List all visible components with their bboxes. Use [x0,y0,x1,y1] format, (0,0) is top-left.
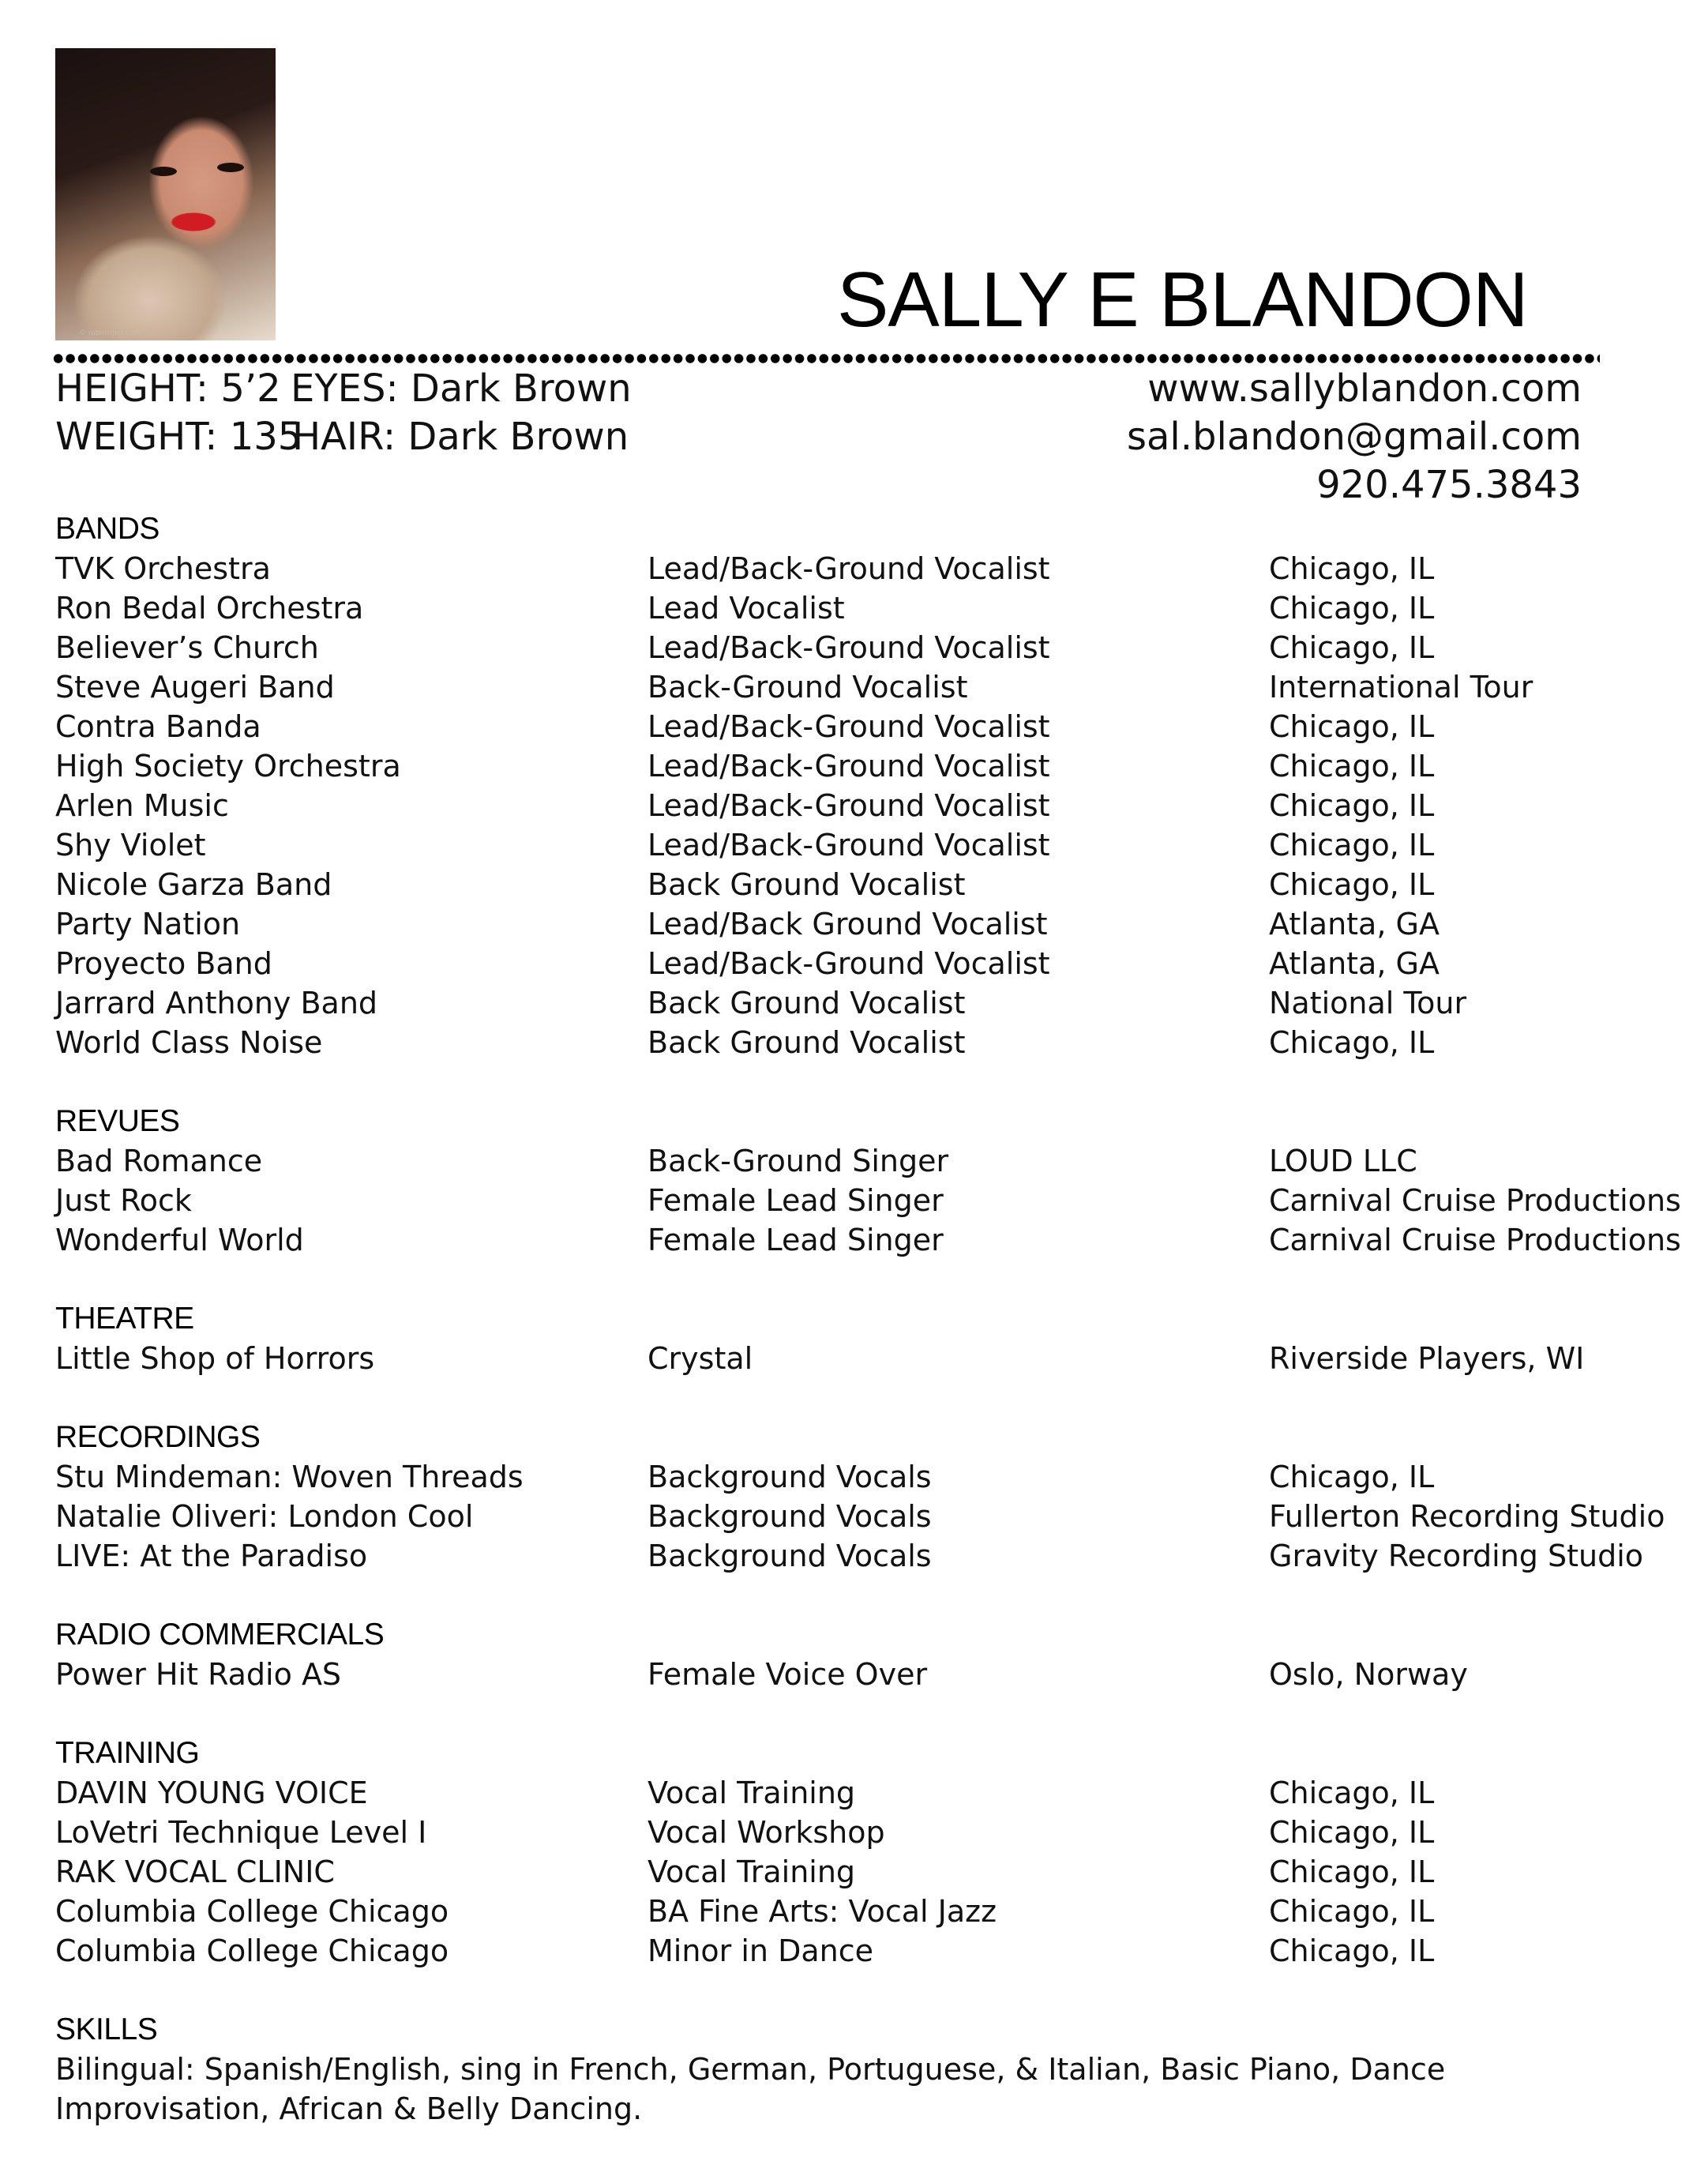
section-theatre [55,1299,1658,1378]
credit-title: Power Hit Radio AS [55,1657,342,1692]
credit-title: Steve Augeri Band [55,670,335,705]
credit-location: Chicago, IL [1269,1894,1435,1929]
credit-row [55,588,1658,628]
credit-location: Atlanta, GA [1269,907,1440,941]
credit-title: Ron Bedal Orchestra [55,591,364,626]
credit-location: Carnival Cruise Productions [1269,1223,1681,1257]
credit-row [55,825,1658,865]
section-title: RECORDINGS [55,1420,261,1454]
credit-row [55,1457,1658,1497]
credit-role: Vocal Training [648,1854,856,1889]
credit-row [55,549,1658,588]
credit-location: LOUD LLC [1269,1144,1417,1178]
physical-stats [55,365,632,461]
credit-location: Chicago, IL [1269,551,1435,586]
website-link[interactable]: www.sallyblandon.com [1147,366,1582,411]
headshot-photo [55,48,276,340]
credit-row [55,1852,1658,1892]
credit-location: Carnival Cruise Productions [1269,1183,1681,1218]
photo-detail [150,167,177,176]
credit-role: Female Lead Singer [648,1223,944,1257]
section-skills [55,2010,1658,2129]
photo-detail [217,163,244,172]
credit-role: Lead/Back-Ground Vocalist [648,551,1050,586]
credit-location: International Tour [1269,670,1533,705]
credit-title: Believer’s Church [55,630,319,665]
section-radio-commercials [55,1615,1658,1694]
credit-title: World Class Noise [55,1025,323,1060]
credit-title: LIVE: At the Paradiso [55,1539,368,1573]
credit-role: Background Vocals [648,1539,932,1573]
credit-title: Contra Banda [55,709,261,744]
section-title: TRAINING [55,1736,200,1770]
credit-role: Female Voice Over [648,1657,928,1692]
credit-row [55,746,1658,786]
hair-stat: HAIR: Dark Brown [292,415,629,459]
photo-credit: © robinsonjr.com [79,329,141,337]
credit-row [55,786,1658,825]
credit-row [55,1497,1665,1536]
credit-title: Bad Romance [55,1144,263,1178]
credit-title: RAK VOCAL CLINIC [55,1854,335,1889]
section-title: THEATRE [55,1302,194,1336]
credit-location: Chicago, IL [1269,1815,1435,1850]
candidate-name: SALLY E BLANDON [837,256,1528,343]
credit-row [55,1892,1658,1931]
credit-location: Chicago, IL [1269,828,1435,862]
credit-location: Atlanta, GA [1269,946,1440,981]
eyes-stat: EYES: Dark Brown [291,366,632,411]
credit-title: Jarrard Anthony Band [55,986,378,1020]
credit-row [55,1931,1658,1971]
credit-title: Just Rock [55,1183,192,1218]
credit-role: Lead/Back-Ground Vocalist [648,749,1050,783]
section-title: RADIO COMMERCIALS [55,1618,385,1652]
credit-location: Oslo, Norway [1269,1657,1468,1692]
credit-role: Minor in Dance [648,1933,874,1968]
credit-title: Stu Mindeman: Woven Threads [55,1460,524,1494]
credit-role: Back-Ground Vocalist [648,670,968,705]
credit-role: Back-Ground Singer [648,1144,949,1178]
height-stat: HEIGHT: 5’2 [55,366,281,411]
credit-row [55,1220,1681,1260]
credit-row [55,707,1658,746]
credit-title: High Society Orchestra [55,749,401,783]
credit-row [55,628,1658,667]
credit-location: Chicago, IL [1269,709,1435,744]
credit-title: LoVetri Technique Level I [55,1815,427,1850]
credit-title: Little Shop of Horrors [55,1341,375,1376]
credit-location: National Tour [1269,986,1467,1020]
credit-role: Crystal [648,1341,753,1376]
credit-location: Fullerton Recording Studio [1269,1499,1665,1534]
credit-row [55,1813,1658,1852]
credit-row [55,865,1658,904]
credit-title: Wonderful World [55,1223,304,1257]
credit-title: Natalie Oliveri: London Cool [55,1499,474,1534]
section-recordings [55,1418,1665,1576]
credit-role: BA Fine Arts: Vocal Jazz [648,1894,997,1929]
credit-row [55,983,1658,1023]
credit-role: Lead/Back-Ground Vocalist [648,946,1050,981]
credit-role: Background Vocals [648,1499,932,1534]
credit-location: Chicago, IL [1269,630,1435,665]
credit-location: Riverside Players, WI [1269,1341,1585,1376]
credit-row [55,1141,1658,1181]
credit-title: TVK Orchestra [55,551,271,586]
credit-role: Background Vocals [648,1460,932,1494]
section-title: REVUES [55,1104,180,1138]
section-revues [55,1102,1681,1260]
credit-role: Lead Vocalist [648,591,845,626]
skills-text: Bilingual: Spanish/English, sing in French, German, Portuguese, & Italian, Basic Piano, Dance Improvisation, African & Belly Dancing. [55,2052,1446,2126]
credit-row [55,1023,1658,1062]
credit-title: Arlen Music [55,788,229,823]
credit-role: Lead/Back-Ground Vocalist [648,630,1050,665]
credit-role: Back Ground Vocalist [648,867,966,902]
credit-row [55,1339,1658,1378]
credit-location: Chicago, IL [1269,1025,1435,1060]
credit-role: Back Ground Vocalist [648,986,966,1020]
credit-role: Vocal Training [648,1776,856,1810]
section-title: BANDS [55,512,160,546]
credit-row [55,667,1658,707]
section-bands [55,509,1658,1062]
credit-role: Lead/Back-Ground Vocalist [648,828,1050,862]
credit-title: Columbia College Chicago [55,1894,449,1929]
contact-info [1127,365,1582,509]
credit-row [55,1536,1658,1576]
credit-location: Chicago, IL [1269,1854,1435,1889]
credit-title: DAVIN YOUNG VOICE [55,1776,368,1810]
credit-row [55,904,1658,944]
credit-row [55,944,1658,983]
credit-location: Chicago, IL [1269,788,1435,823]
credit-location: Chicago, IL [1269,1776,1435,1810]
credit-location: Gravity Recording Studio [1269,1539,1644,1573]
weight-stat: WEIGHT: 135 [55,415,302,459]
credit-row [55,1773,1658,1813]
credit-title: Party Nation [55,907,241,941]
credit-location: Chicago, IL [1269,749,1435,783]
credit-title: Nicole Garza Band [55,867,332,902]
credit-role: Female Lead Singer [648,1183,944,1218]
credit-role: Back Ground Vocalist [648,1025,966,1060]
credit-title: Shy Violet [55,828,206,862]
credit-title: Proyecto Band [55,946,272,981]
credit-location: Chicago, IL [1269,591,1435,626]
credit-location: Chicago, IL [1269,1933,1435,1968]
credit-role: Vocal Workshop [648,1815,885,1850]
credit-location: Chicago, IL [1269,867,1435,902]
credit-location: Chicago, IL [1269,1460,1435,1494]
credit-role: Lead/Back-Ground Vocalist [648,709,1050,744]
credit-row [55,1655,1658,1694]
section-title: SKILLS [55,2012,158,2046]
section-training [55,1734,1658,1971]
credit-title: Columbia College Chicago [55,1933,449,1968]
dotted-divider [52,354,1600,363]
email-link[interactable]: sal.blandon@gmail.com [1127,415,1582,459]
phone-number: 920.475.3843 [1316,463,1582,507]
credit-role: Lead/Back-Ground Vocalist [648,788,1050,823]
credit-role: Lead/Back Ground Vocalist [648,907,1048,941]
credit-row [55,1181,1681,1220]
